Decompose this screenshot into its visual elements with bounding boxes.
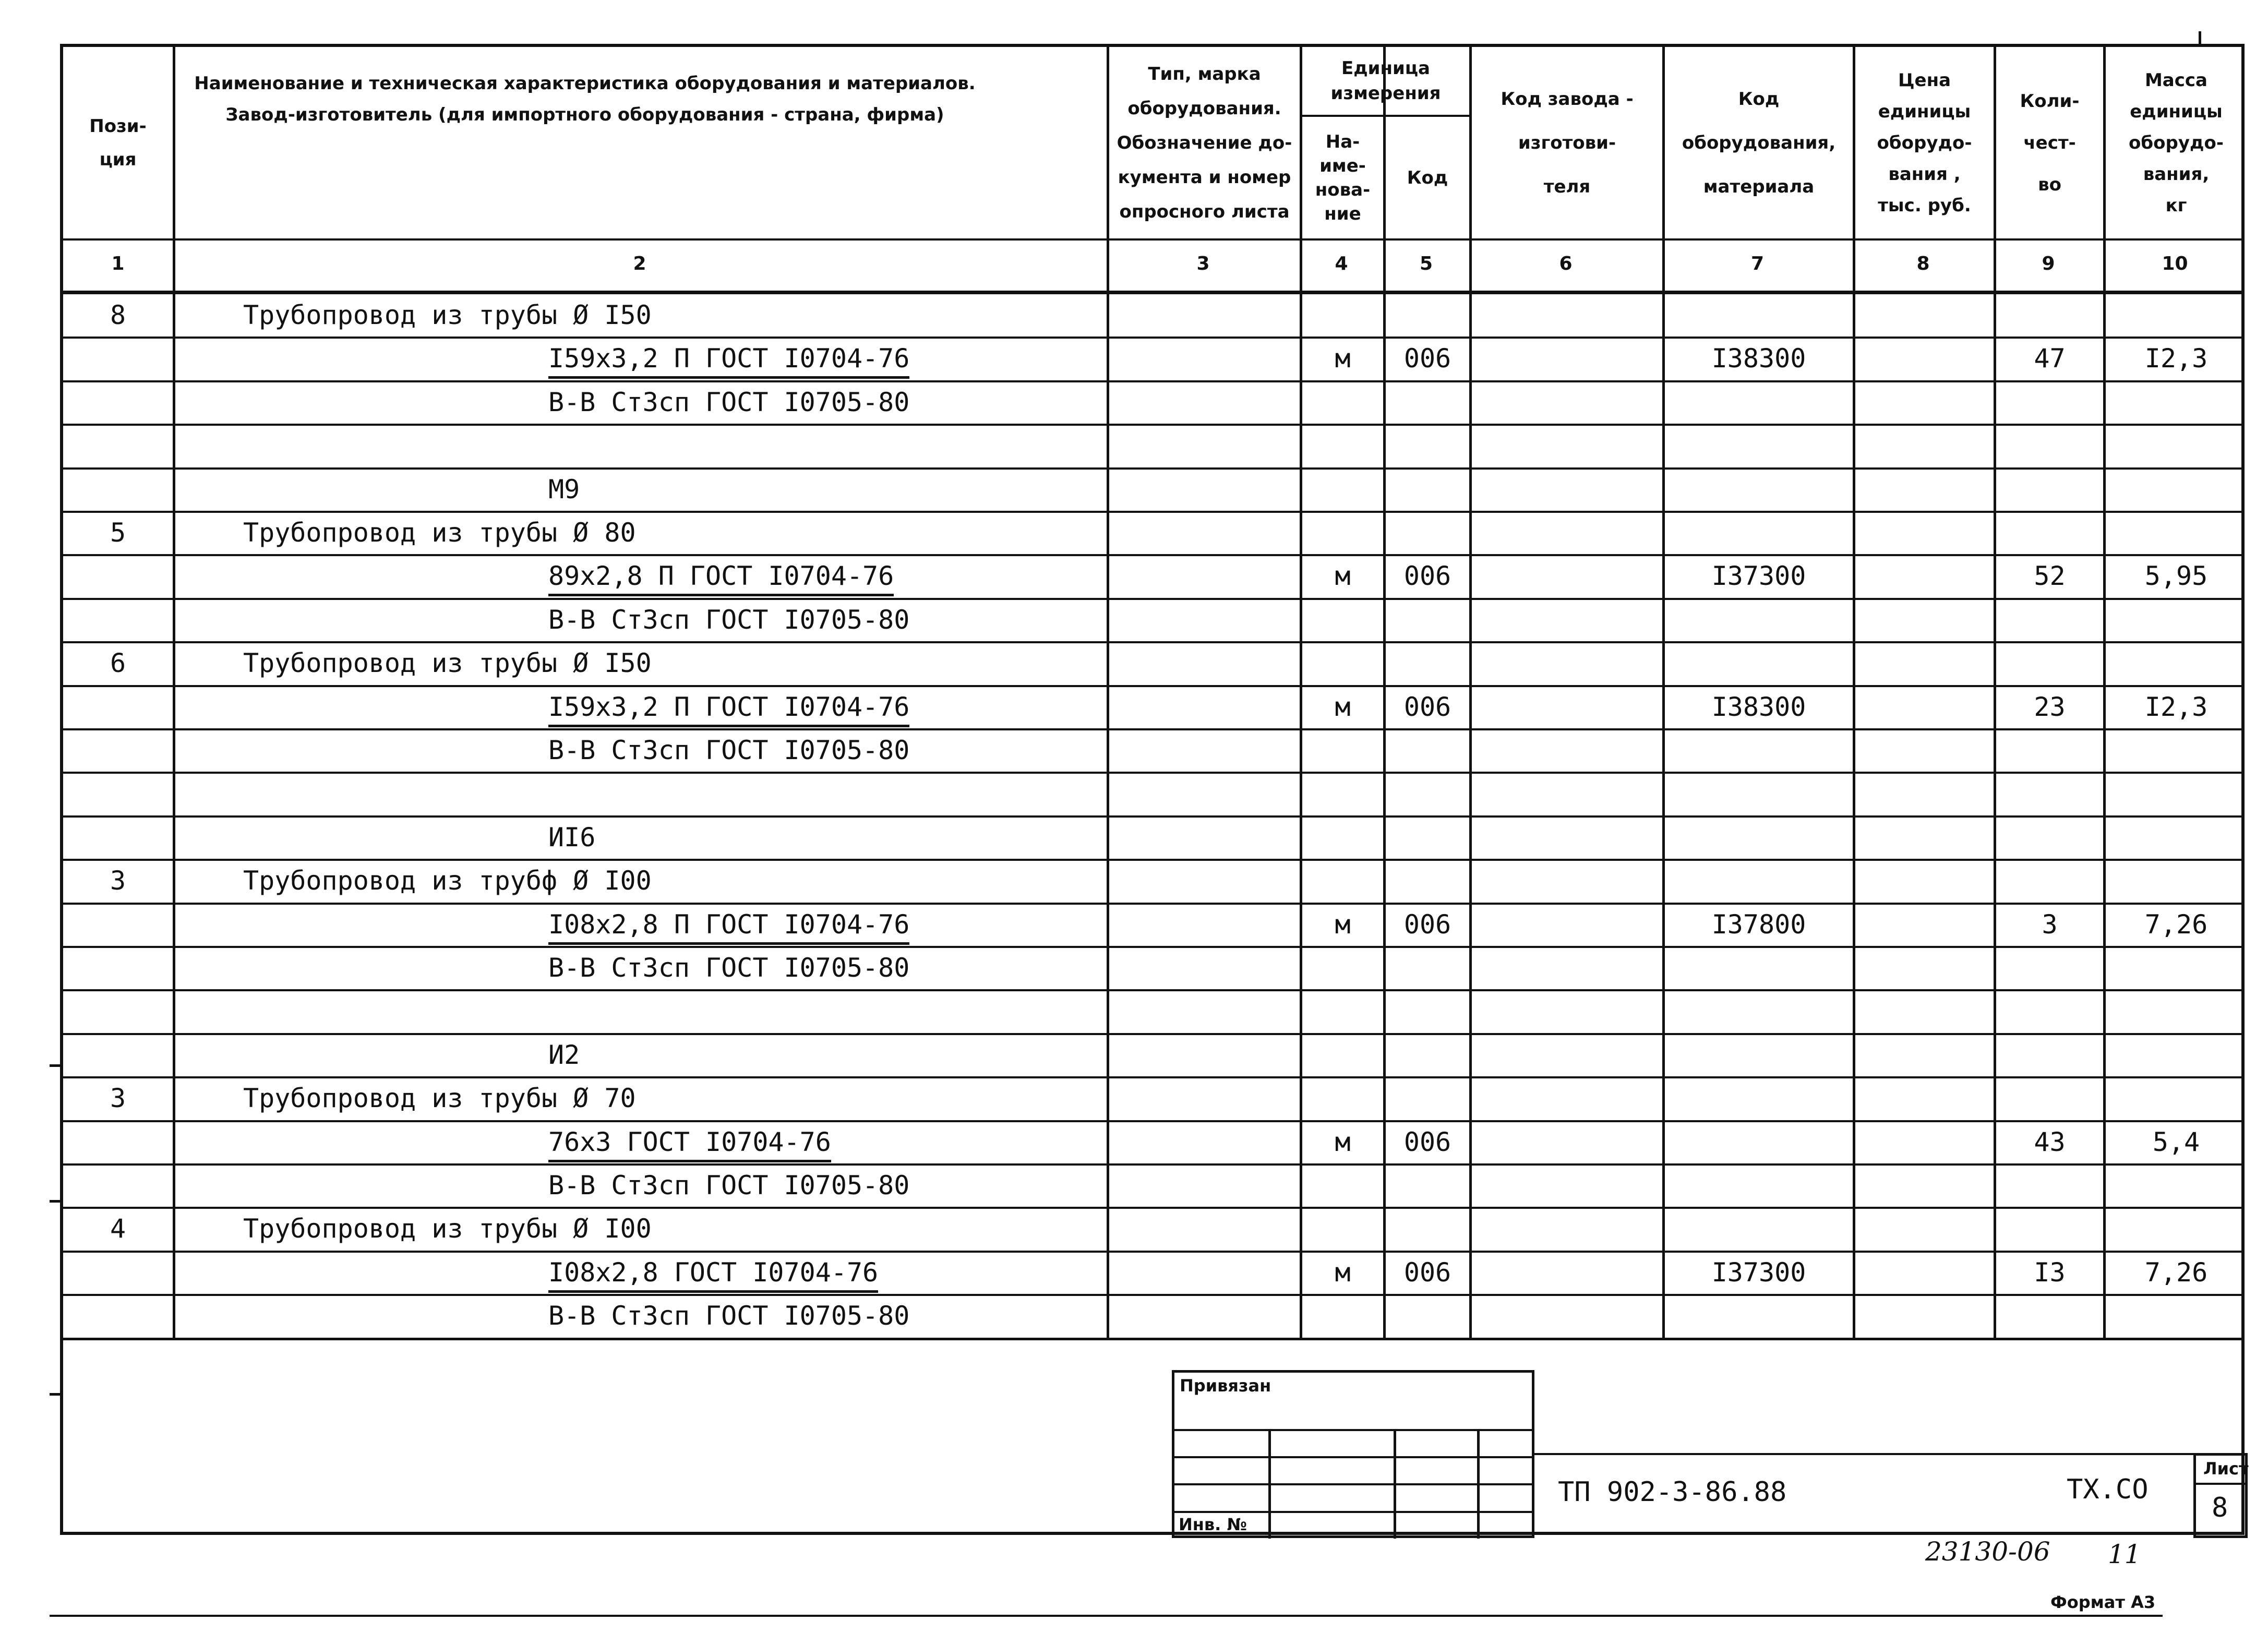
row-ecode: I37800	[1711, 909, 1806, 940]
col-number: 4	[1335, 253, 1348, 274]
stamp-divider	[1394, 1429, 1396, 1539]
row-line	[63, 1207, 2241, 1209]
stamp-block	[1172, 1370, 1534, 1538]
row-line	[63, 1163, 2241, 1166]
sheet-number: 8	[2212, 1492, 2228, 1523]
row-line	[63, 946, 2241, 948]
row-line	[63, 424, 2241, 426]
stamp-inv: Инв. №	[1179, 1515, 1247, 1534]
row-name: Трубопровод из трубы Ø 80	[243, 518, 636, 548]
row-name: I08x2,8 ГОСТ I0704-76	[548, 1257, 878, 1293]
row-line	[63, 815, 2241, 818]
row-name: Трубопровод из трубы Ø I00	[243, 1214, 652, 1244]
row-name: Трубопровод из трубы Ø 70	[243, 1083, 636, 1113]
specification-sheet	[60, 44, 2249, 1535]
row-mass: 7,26	[2144, 1257, 2208, 1288]
row-line	[63, 467, 2241, 470]
format-label: Формат А3	[2050, 1592, 2156, 1612]
row-line	[63, 337, 2241, 339]
row-ecode: I38300	[1711, 692, 1806, 722]
header-quantity: Коли- чест- во	[2020, 90, 2080, 195]
header-unit-name: На- име- нова- ние	[1315, 131, 1371, 224]
col-number: 6	[1559, 253, 1573, 274]
row-name: 76x3 ГОСТ I0704-76	[548, 1126, 831, 1162]
margin-tick	[50, 1064, 60, 1067]
row-name: Трубопровод из трубы Ø I50	[243, 648, 652, 678]
row-line	[63, 1120, 2241, 1122]
row-pos: 5	[110, 518, 126, 548]
row-code: 006	[1403, 909, 1451, 940]
row-unit: м	[1335, 1257, 1351, 1288]
sheet-line	[2196, 1483, 2245, 1485]
row-unit: м	[1335, 561, 1351, 591]
row-unit: м	[1335, 692, 1351, 722]
row-name: 89x2,8 П ГОСТ I0704-76	[548, 560, 894, 596]
header-mass: Масса единицы оборудо- вания, кг	[2129, 69, 2224, 216]
row-line	[63, 1251, 2241, 1253]
row-line	[63, 685, 2241, 687]
row-ecode: I38300	[1711, 343, 1806, 374]
row-name: В-В Ст3сп ГОСТ I0705-80	[548, 1301, 910, 1331]
handwritten-inventory: 23130-06	[1925, 1536, 2050, 1567]
col-number: 5	[1419, 253, 1433, 274]
col-number: 9	[2042, 253, 2055, 274]
row-mass: I2,3	[2144, 343, 2208, 374]
row-unit: м	[1335, 909, 1351, 940]
row-name: I08x2,8 П ГОСТ I0704-76	[548, 909, 909, 945]
row-pos: 8	[110, 300, 126, 330]
header-name	[115, 68, 1054, 130]
header-position: Пози- ция	[89, 115, 147, 170]
row-name: М9	[548, 474, 580, 505]
row-pos: 6	[110, 648, 126, 678]
header-unit: Единица измерения	[1330, 58, 1441, 104]
handwritten-number: 11	[2108, 1539, 2141, 1569]
row-qty: I3	[2034, 1257, 2066, 1288]
row-name: I59x3,2 П ГОСТ I0704-76	[548, 343, 909, 379]
col-divider	[173, 47, 175, 1338]
col-number: 10	[2162, 253, 2188, 274]
header-price: Цена единицы оборудо- вания , тыс. руб.	[1877, 69, 1972, 216]
row-line	[63, 772, 2241, 774]
col-divider	[1107, 47, 1109, 1338]
row-qty: 52	[2034, 561, 2066, 591]
row-line	[63, 859, 2241, 861]
row-line	[63, 989, 2241, 991]
margin-tick	[2199, 31, 2201, 44]
stamp-divider	[1268, 1429, 1271, 1539]
row-line	[63, 554, 2241, 556]
stamp-divider	[1477, 1429, 1480, 1539]
row-line	[63, 380, 2241, 382]
doc-code: ТП 902-3-86.88	[1558, 1476, 1787, 1508]
row-name: I59x3,2 П ГОСТ I0704-76	[548, 691, 909, 727]
row-name: В-В Ст3сп ГОСТ I0705-80	[548, 1170, 910, 1200]
row-pos: 4	[110, 1214, 126, 1244]
row-name: В-В Ст3сп ГОСТ I0705-80	[548, 953, 910, 983]
stamp-privyazan: Привязан	[1180, 1376, 1271, 1396]
row-line	[63, 1033, 2241, 1035]
row-line	[63, 1076, 2241, 1078]
row-name: В-В Ст3сп ГОСТ I0705-80	[548, 387, 910, 417]
row-qty: 43	[2034, 1127, 2066, 1157]
row-mass: I2,3	[2144, 692, 2208, 722]
row-ecode: I37300	[1711, 1257, 1806, 1288]
sheet-box	[2193, 1453, 2248, 1538]
col-divider	[1853, 47, 1855, 1338]
header-type: Тип, марка оборудования. Обозначение до- кумента и номер опросного листа	[1117, 63, 1292, 222]
row-unit: м	[1335, 343, 1351, 374]
col-divider	[1469, 47, 1472, 1338]
row-code: 006	[1403, 692, 1451, 722]
title-block-line	[1534, 1453, 2248, 1455]
row-name: И2	[548, 1040, 580, 1070]
row-name: Трубопровод из трубы Ø I50	[243, 300, 652, 330]
row-name: Трубопровод из трубф Ø I00	[243, 866, 652, 896]
row-line	[63, 598, 2241, 600]
row-unit: м	[1335, 1127, 1351, 1157]
col-number: 1	[111, 253, 125, 274]
row-code: 006	[1403, 343, 1451, 374]
header-name-line-2: Завод-изготовитель (для импортного оборудования - страна, фирма)	[225, 104, 944, 125]
col-number: 8	[1916, 253, 1930, 274]
section-code: ТХ.СО	[2067, 1474, 2149, 1505]
row-name: В-В Ст3сп ГОСТ I0705-80	[548, 605, 910, 635]
row-line	[63, 903, 2241, 905]
row-mass: 5,95	[2144, 561, 2208, 591]
row-line	[63, 1294, 2241, 1296]
col-number: 3	[1196, 253, 1210, 274]
header-factory-code: Код завода - изготови- теля	[1501, 88, 1634, 197]
margin-tick	[50, 1393, 60, 1396]
row-line	[63, 641, 2241, 643]
col-number: 7	[1750, 253, 1765, 274]
row-ecode: I37300	[1711, 561, 1806, 591]
row-line	[63, 728, 2241, 730]
col-number: 2	[633, 253, 646, 274]
header-unit-code: Код	[1407, 167, 1448, 188]
margin-tick	[50, 1200, 60, 1203]
row-pos: 3	[110, 1083, 126, 1113]
row-pos: 3	[110, 866, 126, 896]
row-mass: 7,26	[2144, 909, 2208, 940]
row-name: В-В Ст3сп ГОСТ I0705-80	[548, 735, 910, 765]
row-qty: 47	[2034, 343, 2066, 374]
row-code: 006	[1403, 1257, 1451, 1288]
header-equipment-code: Код оборудования, материала	[1682, 88, 1836, 197]
row-line	[63, 511, 2241, 513]
header-name-line-1: Наименование и техническая характеристика оборудования и материалов.	[194, 73, 976, 94]
row-qty: 23	[2034, 692, 2066, 722]
header-line	[63, 238, 2241, 241]
row-name: ИI6	[548, 822, 596, 852]
row-code: 006	[1403, 561, 1451, 591]
sheet-label: Лист	[2203, 1459, 2249, 1479]
table-bottom-line	[63, 1338, 2241, 1340]
row-mass: 5,4	[2152, 1127, 2200, 1157]
row-qty: 3	[2042, 909, 2058, 940]
format-line	[50, 1615, 2163, 1617]
row-code: 006	[1403, 1127, 1451, 1157]
header-bottom-line	[63, 291, 2241, 294]
